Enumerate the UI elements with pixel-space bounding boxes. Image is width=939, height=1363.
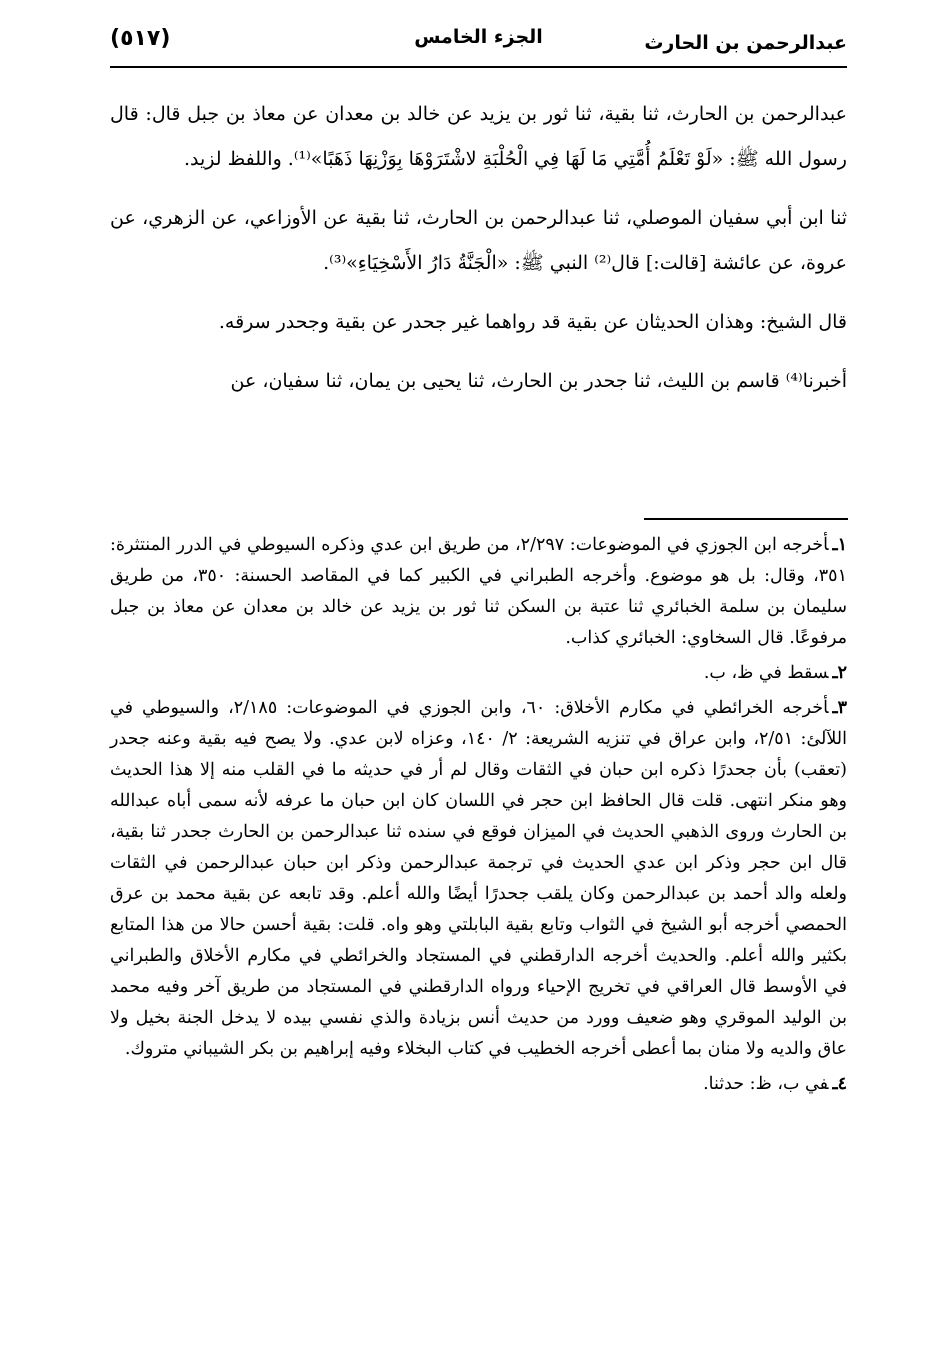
- footnote-separator: [644, 518, 848, 520]
- footnote-number: ١ـ: [832, 535, 847, 555]
- footnote-1: [110, 530, 847, 654]
- footnotes: [110, 530, 847, 1104]
- paragraph-3: قال الشيخ: وهذان الحديثان عن بقية قد رواهما غير جحدر عن بقية وجحدر سرقه.: [218, 311, 847, 333]
- header-rule: [110, 66, 847, 68]
- main-text: [110, 92, 847, 404]
- volume-label: الجزء الخامس: [414, 26, 543, 48]
- page-header: [110, 22, 847, 66]
- footnote-text: سقط في ظ، ب.: [703, 663, 829, 683]
- footnote-number: ٢ـ: [832, 663, 847, 683]
- footnote-2: [110, 658, 847, 689]
- footnote-text: أخرجه الخرائطي في مكارم الأخلاق: ٦٠، وابن الجوزي في الموضوعات: ٢/١٨٥، والسيوطي في اللآلئ: ٢/٥١، وابن عراق في تنزيه الشريعة: ٢/ ١٤٠، وعزاه لابن عدي. ولا يصح فيه بقية وعنه جحدر (تعقب) بأن جحدرًا ذكره ابن حبان في الثقات وقال لم أر في حديثه ما في القلب منه إلا هذا الحديث وهو منكر انتهى. قلت قال الحافظ ابن حجر في اللسان كان ابن حبان ما عرفه لأنه سمى أباه عبدالله بن الحارث وروى الذهبي الحديث في الميزان فوقع في سنده ثنا عبدالرحمن بن الحارث جحدر ثنا بقية، قال ابن حجر وذكر ابن عدي الحديث في ترجمة عبدالرحمن وذكر ابن حبان عبدالرحمن في الثقات ولعله والد أحمد بن عبدالرحمن وكان يلقب جحدرًا أيضًا والله أعلم. وقد تابعه عن بقية محمد بن عرق الحمصي أخرجه أبو الشيخ في الثواب وتابع بقية البابلتي وهو واه. قلت: بقية أحسن حالا من هذا المتابع بكثير والله أعلم. والحديث أخرجه الدارقطني في المستجاد والخرائطي في مكارم الأخلاق والطبراني في الأوسط قال العراقي في تخريج الإحياء ورواه الدارقطني في المستجاد من طريق آخر وفيه محمد بن الوليد الموقري وهو ضعيف وورد من حديث أنس بزيادة والذي نفسي بيده لا يدخل الجنة بخيل ولا عاق والديه ولا منان بما أعطى أخرجه الخطيب في كتاب البخلاء وفيه إبراهيم بن بكر الشيباني متروك.: [110, 698, 847, 1059]
- footnote-number: ٤ـ: [832, 1074, 847, 1094]
- paragraph-1: عبدالرحمن بن الحارث، ثنا بقية، ثنا ثور بن يزيد عن خالد بن معدان عن معاذ بن جبل قال: قال رسول الله ﷺ: «لَوْ تَعْلَمُ أُمَّتِي مَا لَهَا فِي الْحُلْبَةِ لاشْتَرَوْهَا بِوَزْنِهَا ذَهَبًا»⁽¹⁾. واللفظ لزيد.: [110, 103, 847, 170]
- paragraph-4: أخبرنا⁽⁴⁾ قاسم بن الليث، ثنا جحدر بن الحارث، ثنا يحيى بن يمان، ثنا سفيان، عن: [230, 370, 847, 392]
- running-title: عبدالرحمن بن الحارث: [644, 32, 847, 54]
- footnote-4: [110, 1069, 847, 1100]
- footnote-text: في ب، ظ: حدثنا.: [703, 1074, 829, 1094]
- footnote-text: أخرجه ابن الجوزي في الموضوعات: ٢/٢٩٧، من طريق ابن عدي وذكره السيوطي في الدرر المنتثرة: ٣٥١، وقال: بل هو موضوع. وأخرجه الطبراني في الكبير كما في المقاصد الحسنة: ٣٥٠، من طريق سليمان بن سلمة الخبائري ثنا عتبة بن السكن ثنا ثور بن يزيد عن خالد بن معدان عن معاذ بن جبل مرفوعًا. قال السخاوي: الخبائري كذاب.: [110, 535, 847, 648]
- footnote-number: ٣ـ: [832, 698, 847, 718]
- footnote-3: [110, 693, 847, 1065]
- page-number: (٥١٧): [110, 26, 171, 51]
- paragraph-2: ثنا ابن أبي سفيان الموصلي، ثنا عبدالرحمن بن الحارث، ثنا بقية عن الأوزاعي، عن الزهري، عن عروة، عن عائشة [قالت:] قال⁽²⁾ النبي ﷺ: «الْجَنَّةُ دَارُ الأَسْخِيَاءِ»⁽³⁾.: [110, 207, 847, 274]
